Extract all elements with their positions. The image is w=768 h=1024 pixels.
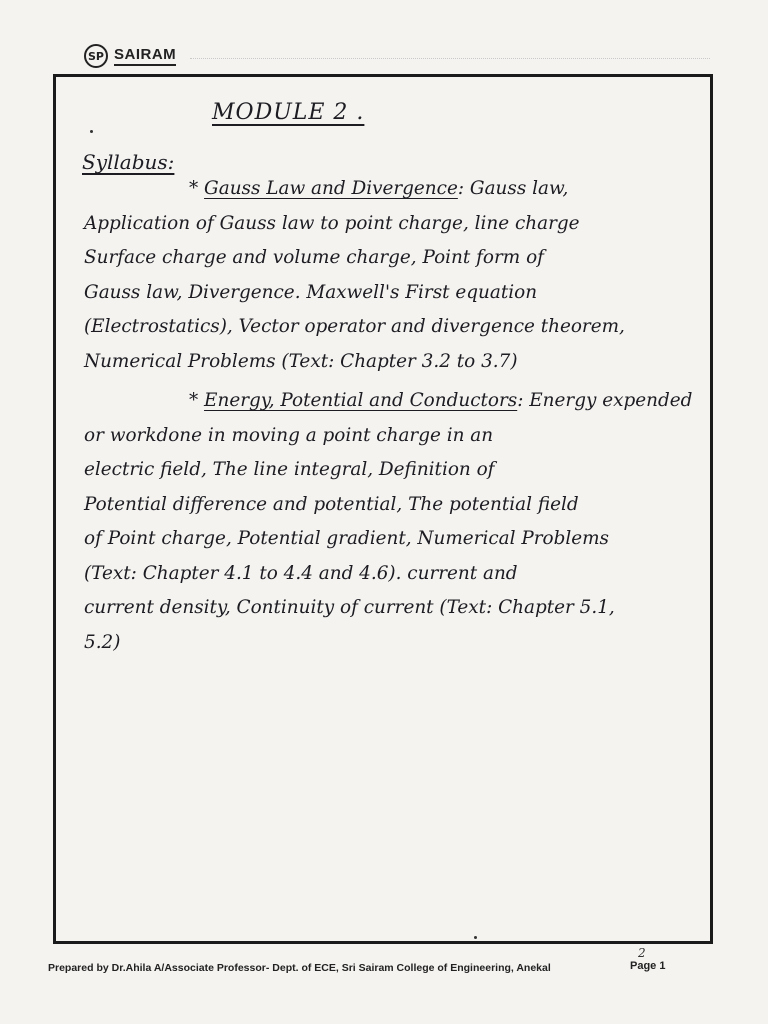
notes-line bbox=[84, 384, 710, 419]
syllabus-section-energy-potential bbox=[84, 384, 710, 660]
ink-dot bbox=[474, 936, 477, 939]
notes-line: 5.2) bbox=[84, 631, 121, 653]
notes-line: electric field, The line integral, Definition of bbox=[84, 459, 495, 480]
syllabus-section-gauss-law bbox=[84, 172, 710, 379]
notes-line: or workdone in moving a point charge in an bbox=[84, 424, 494, 446]
notes-line: (Text: Chapter 4.1 to 4.4 and 4.6). current and bbox=[84, 562, 518, 584]
notes-line: Potential difference and potential, The potential field bbox=[84, 493, 579, 515]
notes-line: Application of Gauss law to point charge, line charge bbox=[84, 212, 580, 234]
sairam-emblem-icon: SP bbox=[84, 44, 108, 68]
notes-line: (Electrostatics), Vector operator and divergence theorem, bbox=[84, 316, 625, 337]
page-number: Page 1 bbox=[630, 960, 666, 972]
bullet-heading-line: * Energy, Potential and Conductors: Energy expended bbox=[189, 390, 693, 411]
syllabus-label: Syllabus: bbox=[82, 150, 175, 174]
notes-line: Surface charge and volume charge, Point form of bbox=[84, 247, 544, 268]
notes-line: of Point charge, Potential gradient, Numerical Problems bbox=[84, 528, 609, 549]
bullet-heading-line: * Gauss Law and Divergence: Gauss law, bbox=[189, 178, 569, 199]
logo-text: SAIRAM bbox=[114, 46, 176, 66]
notes-line: current density, Continuity of current (Text: Chapter 5.1, bbox=[84, 597, 615, 618]
footer-prepared-by: Prepared by Dr.Ahila A/Associate Professor- Dept. of ECE, Sri Sairam College of Engineering, Anekal bbox=[48, 962, 551, 974]
section-heading: Gauss Law and Divergence bbox=[204, 178, 458, 199]
ink-dot bbox=[90, 130, 93, 133]
notes-line: Numerical Problems (Text: Chapter 3.2 to 3.7) bbox=[84, 350, 518, 372]
page-handwritten-mark: 2 bbox=[638, 946, 646, 960]
notes-line bbox=[84, 172, 710, 207]
notes-line: Gauss law, Divergence. Maxwell's First equation bbox=[84, 281, 538, 303]
module-title: MODULE 2 . bbox=[212, 100, 365, 125]
section-heading: Energy, Potential and Conductors bbox=[204, 390, 518, 411]
